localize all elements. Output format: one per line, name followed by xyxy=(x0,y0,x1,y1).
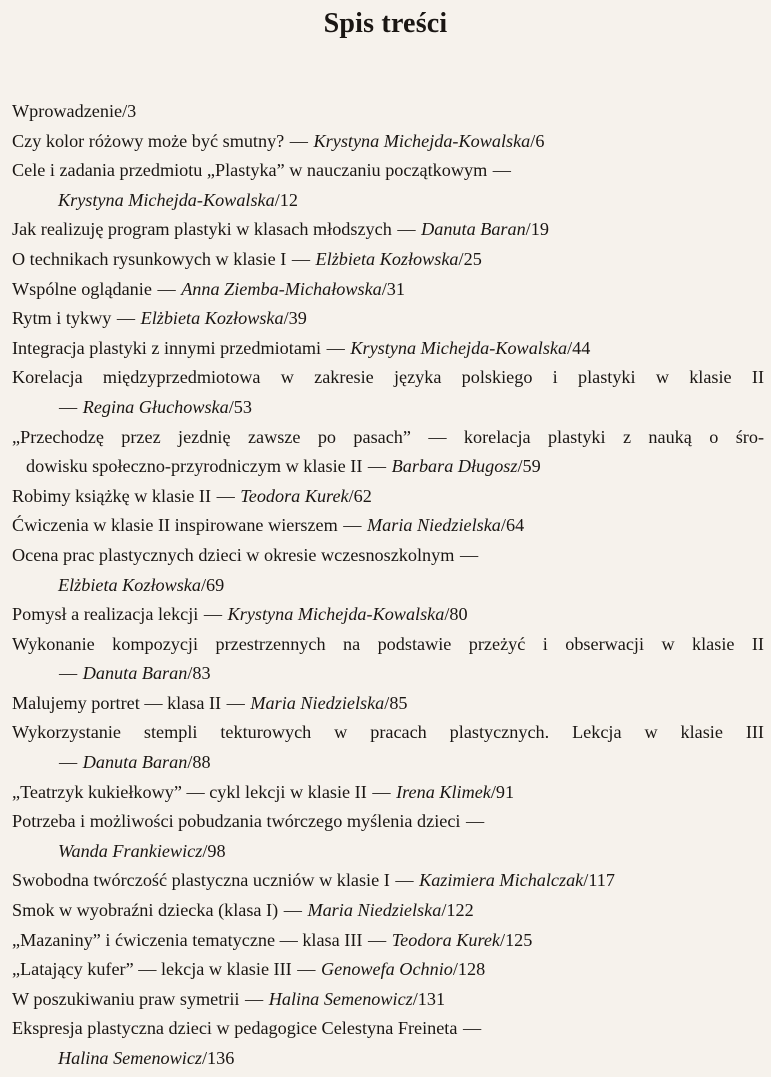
dash: — xyxy=(395,870,414,891)
toc-entry xyxy=(12,1014,764,1073)
entry-title: „Przechodzę przez jezdnię zawsze po pasach” — korelacja plastyki z nauką o śro- xyxy=(12,426,764,447)
dash: — xyxy=(289,130,308,151)
page-number: 44 xyxy=(572,337,591,358)
entry-author: Elżbieta Kozłowska xyxy=(140,308,284,329)
entry-title: Cele i zadania przedmiotu „Plastyka” w nauczaniu początkowym xyxy=(12,160,488,181)
entry-author: Danuta Baran xyxy=(421,219,526,240)
slash: / xyxy=(567,337,573,358)
dash: — xyxy=(116,308,136,329)
toc-entry xyxy=(12,245,764,275)
page-number: 31 xyxy=(386,278,405,299)
dash: — xyxy=(216,485,235,506)
dash: — xyxy=(59,752,78,773)
entry-title: Rytm i tykwy xyxy=(12,308,112,329)
entry-title: Jak realizuję program plastyki w klasach młodszych xyxy=(12,219,392,240)
entry-title: Ćwiczenia w klasie II inspirowane wierszem xyxy=(12,515,338,536)
slash: / xyxy=(490,781,496,802)
toc-entry xyxy=(12,541,764,600)
slash: / xyxy=(348,485,354,506)
dash: — xyxy=(59,663,78,684)
page-number: 19 xyxy=(530,219,549,240)
entry-title: Wprowadzenie xyxy=(12,101,123,121)
entry-author: Danuta Baran xyxy=(82,663,188,684)
toc-entry xyxy=(12,304,764,334)
entry-title: Wykorzystanie stempli tekturowych w pracach plastycznych. Lekcja w klasie III xyxy=(12,722,764,743)
entry-title: Wykonanie kompozycji przestrzennych na podstawie przeżyć i obserwacji w klasie II xyxy=(12,633,764,654)
dash: — xyxy=(466,811,485,832)
dash: — xyxy=(462,1018,482,1039)
page-number: 62 xyxy=(353,485,372,506)
slash: / xyxy=(384,692,390,713)
page-title: Spis treści xyxy=(323,8,448,39)
entry-title: Swobodna twórczość plastyczna uczniów w klasie I xyxy=(12,870,390,891)
toc-entry xyxy=(12,363,764,422)
dash: — xyxy=(367,456,387,477)
entry-author: Krystyna Michejda-Kowalska xyxy=(350,337,568,358)
slash: / xyxy=(452,959,458,980)
dash: — xyxy=(297,959,316,980)
toc-entry xyxy=(12,955,764,985)
dash: — xyxy=(492,160,511,181)
entry-title: „Teatrzyk kukiełkowy” — cykl lekcji w klasie II xyxy=(12,781,367,802)
page-number: 85 xyxy=(389,692,408,713)
toc-entry xyxy=(12,511,764,541)
entry-title: „Mazaniny” i ćwiczenia tematyczne — klasa III xyxy=(12,929,363,950)
entry-author: Kazimiera Michalczak xyxy=(419,870,584,891)
toc-entry xyxy=(12,334,764,364)
entry-title: Czy kolor różowy może być smutny? xyxy=(12,130,285,151)
entry-author: Maria Niedzielska xyxy=(307,900,442,921)
page-number: 3 xyxy=(127,101,137,121)
toc-entry xyxy=(12,689,764,719)
page-number: 6 xyxy=(535,130,545,151)
entry-author: Teodora Kurek xyxy=(391,929,501,950)
toc-entry xyxy=(12,778,764,808)
entry-author: Anna Ziemba-Michałowska xyxy=(181,278,382,299)
entry-title: O technikach rysunkowych w klasie I xyxy=(12,248,287,269)
page-number: 122 xyxy=(446,900,474,921)
page-number: 83 xyxy=(192,663,211,684)
entry-title: Potrzeba i możliwości pobudzania twórczego myślenia dzieci xyxy=(12,811,461,832)
toc-entry xyxy=(12,630,764,689)
entry-author: Krystyna Michejda-Kowalska xyxy=(313,130,531,151)
slash: / xyxy=(500,929,506,950)
toc-entry xyxy=(12,985,764,1015)
toc-entry xyxy=(12,156,764,215)
entry-title: Wspólne oglądanie xyxy=(12,278,152,299)
toc-entry xyxy=(12,718,764,777)
page-number: 91 xyxy=(495,781,515,802)
entry-author: Krystyna Michejda-Kowalska xyxy=(58,189,275,210)
entry-author: Krystyna Michejda-Kowalska xyxy=(227,604,445,625)
slash: / xyxy=(412,988,418,1009)
toc-entry xyxy=(12,896,764,926)
toc-entry xyxy=(12,275,764,305)
page-number: 125 xyxy=(505,929,533,950)
slash: / xyxy=(381,278,387,299)
entry-author: Elżbieta Kozłowska xyxy=(315,248,459,269)
entry-author: Genowefa Ochnio xyxy=(321,959,453,980)
toc-entry xyxy=(12,926,764,956)
dash: — xyxy=(372,781,391,802)
entry-title-continued: dowisku społeczno-przyrodniczym w klasie II xyxy=(26,456,363,477)
entry-title: Robimy książkę w klasie II xyxy=(12,485,212,506)
page-number: 88 xyxy=(192,752,211,773)
slash: / xyxy=(444,604,450,625)
slash: / xyxy=(500,515,506,536)
dash: — xyxy=(226,692,245,713)
dash: — xyxy=(157,278,176,299)
slash: / xyxy=(122,101,128,121)
page-number: 25 xyxy=(463,248,482,269)
entry-author: Maria Niedzielska xyxy=(250,692,385,713)
dash: — xyxy=(283,900,302,921)
slash: / xyxy=(274,189,280,210)
toc-entry xyxy=(12,600,764,630)
entry-author: Wanda Frankiewicz xyxy=(58,840,203,861)
page-number: 80 xyxy=(449,604,468,625)
entry-author: Barbara Długosz xyxy=(391,456,518,477)
page-number: 131 xyxy=(417,988,446,1009)
page-number: 39 xyxy=(288,308,307,329)
slash: / xyxy=(187,752,193,773)
toc-entry xyxy=(12,807,764,866)
toc-entry xyxy=(12,97,764,127)
dash: — xyxy=(459,544,479,565)
dash: — xyxy=(59,396,78,417)
entry-title: Malujemy portret — klasa II xyxy=(12,692,222,713)
entry-author: Halina Semenowicz xyxy=(268,988,413,1009)
entry-title: Ekspresja plastyczna dzieci w pedagogice Celestyna Freineta xyxy=(12,1018,458,1039)
entry-title: Korelacja międzyprzedmiotowa w zakresie języka polskiego i plastyki w klasie II xyxy=(12,367,764,388)
entry-author: Irena Klimek xyxy=(396,781,491,802)
toc-entry xyxy=(12,482,764,512)
page-number: 98 xyxy=(207,840,226,861)
entry-title: Pomysł a realizacja lekcji xyxy=(12,604,199,625)
slash: / xyxy=(441,900,447,921)
page-number: 59 xyxy=(522,456,541,477)
dash: — xyxy=(367,929,387,950)
page-number: 136 xyxy=(207,1048,235,1068)
dash: — xyxy=(203,604,223,625)
dash: — xyxy=(326,337,345,358)
entry-author: Regina Głuchowska xyxy=(82,396,229,417)
dash: — xyxy=(291,248,310,269)
page-number: 64 xyxy=(505,515,525,536)
table-of-contents xyxy=(12,97,764,1074)
slash: / xyxy=(283,308,289,329)
dash: — xyxy=(245,988,264,1009)
slash: / xyxy=(525,219,531,240)
page-number: 12 xyxy=(279,189,298,210)
entry-author: Elżbieta Kozłowska xyxy=(58,574,201,595)
toc-entry xyxy=(12,866,764,896)
slash: / xyxy=(458,248,464,269)
slash: / xyxy=(200,574,207,595)
page-number: 53 xyxy=(233,396,252,417)
entry-title: Ocena prac plastycznych dzieci w okresie wczesnoszkolnym xyxy=(12,544,455,565)
slash: / xyxy=(517,456,523,477)
slash: / xyxy=(201,1048,208,1068)
entry-author: Teodora Kurek xyxy=(240,485,349,506)
toc-entry xyxy=(12,423,764,482)
entry-author: Maria Niedzielska xyxy=(367,515,501,536)
entry-author: Halina Semenowicz xyxy=(58,1048,202,1068)
toc-entry xyxy=(12,127,764,157)
slash: / xyxy=(202,840,208,861)
page-number: 69 xyxy=(206,574,225,595)
slash: / xyxy=(187,663,193,684)
slash: / xyxy=(228,396,234,417)
entry-title: Smok w wyobraźni dziecka (klasa I) xyxy=(12,900,279,921)
slash: / xyxy=(583,870,589,891)
entry-title: Integracja plastyki z innymi przedmiotami xyxy=(12,337,322,358)
slash: / xyxy=(530,130,536,151)
dash: — xyxy=(397,219,416,240)
entry-author: Danuta Baran xyxy=(82,752,188,773)
entry-title: „Latający kufer” — lekcja w klasie III xyxy=(12,959,292,980)
page-number: 128 xyxy=(457,959,486,980)
dash: — xyxy=(343,515,362,536)
toc-entry xyxy=(12,215,764,245)
page-number: 117 xyxy=(588,870,615,891)
entry-title: W poszukiwaniu praw symetrii xyxy=(12,988,240,1009)
